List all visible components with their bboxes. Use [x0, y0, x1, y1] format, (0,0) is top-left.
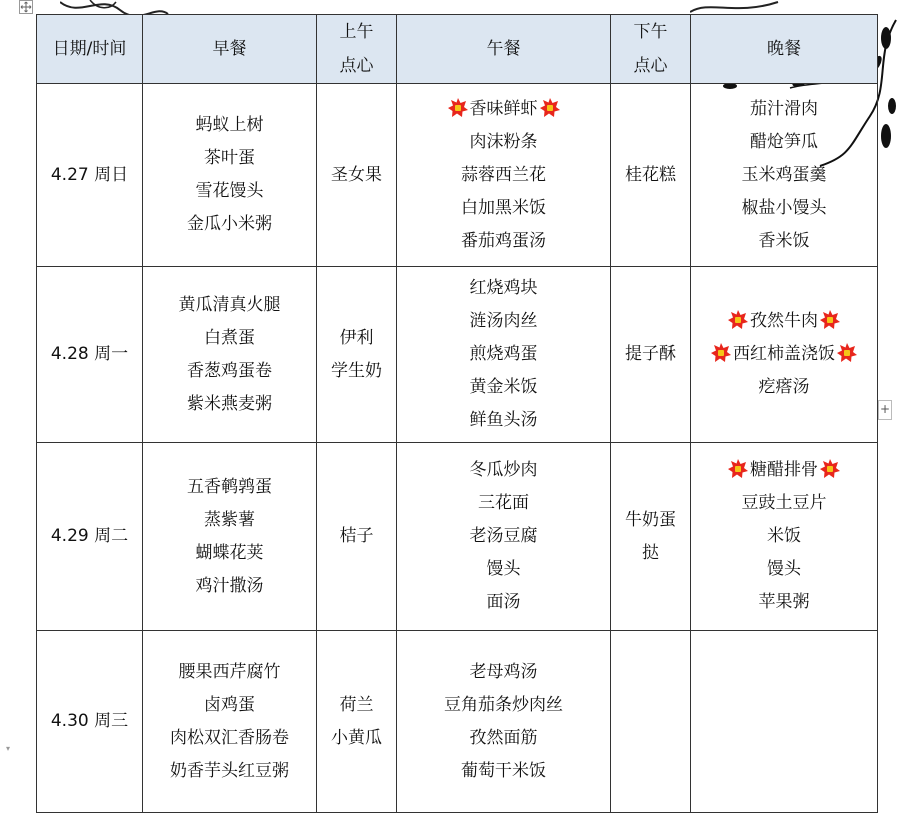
dish-name: 紫米燕麦粥 [187, 393, 272, 414]
lunch-cell [397, 267, 611, 443]
header-dinner: 晚餐 [691, 15, 878, 84]
menu-item-line [691, 454, 877, 487]
dish-name: 玉米鸡蛋羹 [741, 164, 827, 185]
thumbs-up-badge-icon [711, 342, 731, 362]
menu-item-line [691, 553, 877, 586]
move-handle-icon[interactable] [19, 0, 33, 14]
menu-item-line [691, 371, 877, 404]
thumbs-up-badge-icon [728, 458, 748, 478]
morning-snack-cell [317, 84, 397, 267]
menu-item-line [143, 142, 316, 175]
dish-name: 蒜蓉西兰花 [461, 164, 546, 185]
menu-item-line [143, 355, 316, 388]
menu-item-line [143, 570, 316, 603]
dinner-cell [691, 267, 878, 443]
dish-name: 肉松双汇香肠卷 [170, 727, 289, 748]
date-cell: 4.27 周日 [37, 84, 143, 267]
menu-item-line [143, 656, 316, 689]
lunch-cell [397, 84, 611, 267]
thumbs-up-badge-icon [820, 458, 840, 478]
header-morning-snack [317, 15, 397, 84]
dish-name: 奶香芋头红豆粥 [170, 760, 289, 781]
dish-name: 金瓜小米粥 [187, 214, 272, 234]
menu-item-line [397, 722, 610, 755]
menu-item-line [143, 322, 316, 355]
header-afternoon-snack [611, 15, 691, 84]
header-line: 上午 [339, 22, 374, 42]
dish-name: 白加黑米饭 [461, 197, 546, 218]
header-row [37, 15, 878, 84]
menu-item-line [691, 225, 877, 258]
menu-item-line [397, 586, 610, 619]
dish-name: 伊利 [339, 327, 374, 348]
dish-name: 黄瓜清真火腿 [178, 294, 281, 315]
dish-name: 蒸紫薯 [204, 509, 255, 530]
menu-item-line [691, 487, 877, 520]
dish-name: 红烧鸡块 [469, 278, 538, 298]
menu-item-line [691, 126, 877, 159]
dish-name: 孜然面筋 [469, 727, 538, 748]
dish-name: 腰果西芹腐竹 [178, 661, 281, 682]
thumbs-up-badge-icon [540, 97, 560, 117]
lunch-cell [397, 443, 611, 631]
dish-name: 豆角茄条炒肉丝 [444, 694, 563, 715]
menu-item-line [397, 487, 610, 520]
morning-snack-cell [317, 267, 397, 443]
dish-name: 涟汤肉丝 [469, 311, 538, 331]
menu-item-line [691, 159, 877, 192]
dish-name: 白煮蛋 [204, 327, 255, 348]
menu-item-line [397, 93, 610, 126]
table-row [37, 631, 878, 813]
menu-item-line [143, 755, 316, 788]
dish-name: 椒盐小馒头 [741, 197, 827, 218]
breakfast-cell [143, 267, 317, 443]
dish-name: 馒头 [486, 559, 521, 579]
afternoon-snack-cell [611, 631, 691, 813]
menu-item-line [317, 520, 396, 553]
dish-name: 小黄瓜 [331, 727, 382, 748]
menu-item-line [143, 689, 316, 722]
menu-item-line [611, 159, 690, 192]
menu-item-line [397, 272, 610, 305]
dinner-cell [691, 631, 878, 813]
menu-item-line [143, 289, 316, 322]
dish-name: 五香鹌鹑蛋 [187, 476, 272, 497]
dish-name: 煎烧鸡蛋 [469, 344, 538, 364]
menu-item-line [397, 689, 610, 722]
header-line: 点心 [633, 56, 668, 76]
menu-item-line [143, 208, 316, 241]
menu-item-line [397, 454, 610, 487]
menu-item-line [397, 126, 610, 159]
dish-name: 肉沫粉条 [469, 131, 538, 152]
menu-item-line [397, 656, 610, 689]
header-line: 点心 [339, 56, 374, 76]
dish-name: 挞 [642, 542, 659, 563]
dish-name: 黄金米饭 [469, 377, 538, 397]
table-row [37, 84, 878, 267]
menu-item-line [317, 722, 396, 755]
dish-name: 醋炝笋瓜 [750, 131, 818, 152]
menu-item-line [143, 388, 316, 421]
menu-item-line [317, 322, 396, 355]
menu-item-line [397, 225, 610, 258]
dish-name: 冬瓜炒肉 [469, 460, 538, 480]
dish-name: 豆豉土豆片 [741, 493, 827, 513]
menu-item-line [691, 520, 877, 553]
menu-item-line [143, 109, 316, 142]
breakfast-cell [143, 443, 317, 631]
breakfast-cell [143, 84, 317, 267]
menu-item-line [143, 175, 316, 208]
dish-name: 葡萄干米饭 [461, 760, 546, 781]
menu-item-line [397, 755, 610, 788]
menu-item-line [397, 371, 610, 404]
dish-name: 老母鸡汤 [469, 661, 538, 682]
dish-name: 学生奶 [331, 360, 382, 381]
menu-item-line [611, 504, 690, 537]
dish-name: 牛奶蛋 [625, 509, 676, 530]
menu-item-line [143, 537, 316, 570]
dinner-cell [691, 443, 878, 631]
afternoon-snack-cell [611, 84, 691, 267]
date-cell: 4.28 周一 [37, 267, 143, 443]
menu-item-line [691, 93, 877, 126]
dish-name: 提子酥 [625, 344, 676, 364]
menu-item-line [397, 338, 610, 371]
thumbs-up-badge-icon [820, 309, 840, 329]
menu-item-line [397, 192, 610, 225]
menu-item-line [611, 537, 690, 570]
menu-item-line [143, 722, 316, 755]
table-row [37, 443, 878, 631]
dish-name: 孜然牛肉 [750, 311, 818, 331]
dish-name: 茶叶蛋 [204, 148, 255, 168]
menu-item-line [397, 305, 610, 338]
dish-name: 鸡汁撒汤 [195, 575, 264, 596]
menu-item-line [611, 338, 690, 371]
dish-name: 三花面 [478, 493, 529, 513]
page-title-clipped [36, 0, 876, 14]
dish-name: 圣女果 [331, 164, 382, 185]
menu-item-line [317, 355, 396, 388]
date-cell: 4.29 周二 [37, 443, 143, 631]
menu-item-line [691, 338, 877, 371]
header-lunch: 午餐 [397, 15, 611, 84]
thumbs-up-badge-icon [837, 342, 857, 362]
thumbs-up-badge-icon [728, 309, 748, 329]
dish-name: 卤鸡蛋 [204, 694, 255, 715]
dish-name: 疙瘩汤 [758, 377, 810, 397]
dish-name: 荷兰 [339, 694, 374, 715]
dish-name: 茄汁滑肉 [750, 98, 818, 119]
header-date: 日期/时间 [37, 15, 143, 84]
dish-name: 蚂蚁上树 [195, 115, 264, 135]
date-cell: 4.30 周三 [37, 631, 143, 813]
afternoon-snack-cell [611, 443, 691, 631]
dish-name: 雪花馒头 [195, 181, 264, 201]
header-line: 下午 [633, 22, 668, 42]
dish-name: 香味鲜虾 [469, 98, 538, 119]
weekly-menu-table [36, 14, 878, 813]
dish-name: 鲜鱼头汤 [469, 410, 538, 430]
dish-name: 香米饭 [758, 230, 810, 251]
dish-name: 米饭 [767, 526, 801, 546]
menu-item-line [691, 305, 877, 338]
dish-name: 西红柿盖浇饭 [733, 344, 835, 364]
menu-item-line [397, 159, 610, 192]
menu-item-line [691, 192, 877, 225]
menu-item-line [143, 504, 316, 537]
thumbs-up-badge-icon [448, 97, 468, 117]
menu-item-line [317, 159, 396, 192]
margin-marker-icon: ▾ [6, 744, 11, 753]
lunch-cell [397, 631, 611, 813]
menu-item-line [691, 586, 877, 619]
dish-name: 蝴蝶花荚 [195, 542, 264, 563]
morning-snack-cell [317, 443, 397, 631]
menu-item-line [317, 689, 396, 722]
menu-item-line [397, 520, 610, 553]
dish-name: 苹果粥 [758, 592, 810, 612]
dish-name: 桔子 [339, 526, 374, 546]
header-breakfast: 早餐 [143, 15, 317, 84]
dish-name: 老汤豆腐 [469, 526, 538, 546]
dish-name: 馒头 [767, 559, 801, 579]
morning-snack-cell [317, 631, 397, 813]
menu-item-line [397, 553, 610, 586]
dish-name: 面汤 [486, 592, 521, 612]
add-column-button[interactable]: + [878, 400, 892, 420]
menu-item-line [143, 471, 316, 504]
dish-name: 糖醋排骨 [750, 460, 818, 480]
breakfast-cell [143, 631, 317, 813]
dish-name: 桂花糕 [625, 164, 676, 185]
dinner-cell [691, 84, 878, 267]
table-row [37, 267, 878, 443]
afternoon-snack-cell [611, 267, 691, 443]
dish-name: 番茄鸡蛋汤 [461, 230, 546, 251]
menu-item-line [397, 404, 610, 437]
dish-name: 香葱鸡蛋卷 [187, 360, 272, 381]
